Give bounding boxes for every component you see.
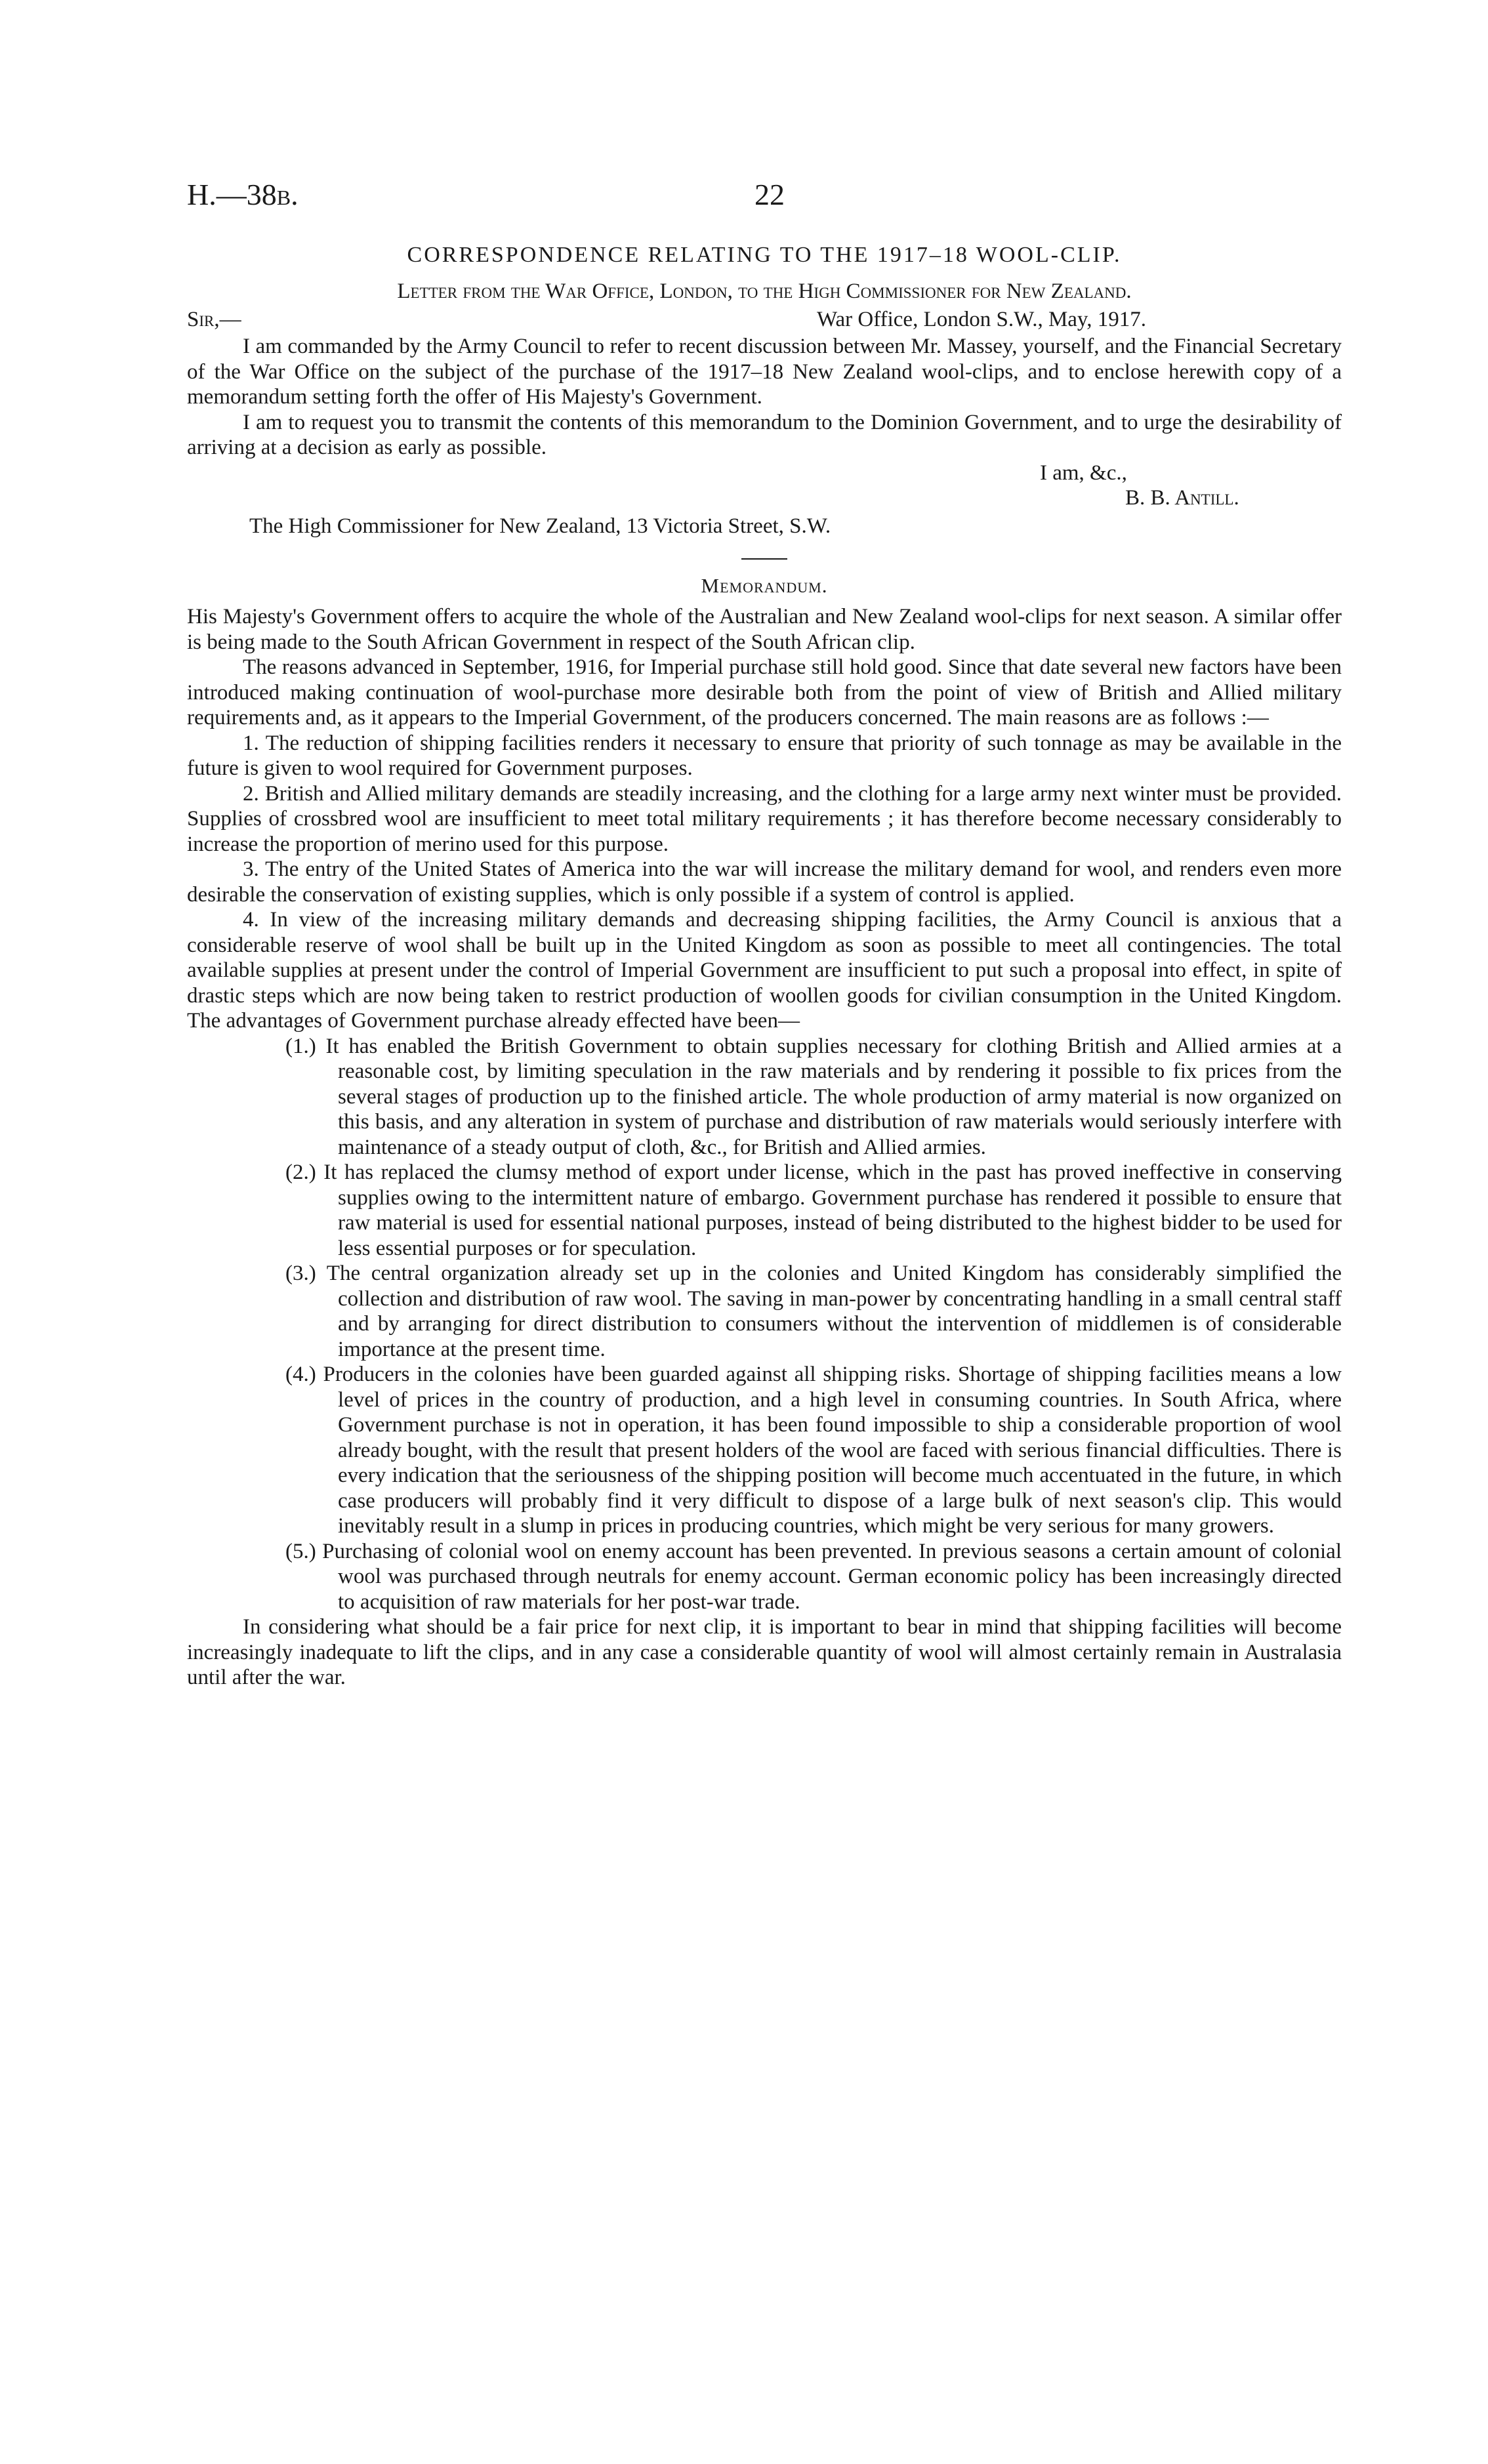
page-title: CORRESPONDENCE RELATING TO THE 1917–18 WOOL-CLIP.: [407, 243, 1122, 267]
advantage-item: (3.) The central organization already set up in the colonies and United Kingdom has considerably simplified the collection and distribution of raw wool. The saving in man-power by concentrating handling in a small central staff and by arranging for direct distribution to consumers without the intervention of middlemen is of considerable importance at the present time.: [285, 1262, 1342, 1361]
reason-item: 1. The reduction of shipping facilities renders it necessary to ensure that priority of such tonnage as may be available in the future is given to wool required for Government purposes.: [187, 731, 1342, 780]
letter-closing: I am, &c.,: [1040, 461, 1127, 485]
reason-item: 4. In view of the increasing military demands and decreasing shipping facilities, the Army Council is anxious that a considerable reserve of wool shall be built up in the United Kingdom as soon as possible to meet all contingencies. The total available supplies at present under the control of Imperial Government are insufficient to put such a proposal into effect, in spite of drastic steps which are now being taken to restrict production of woollen goods for civilian consumption in the United Kingdom. The advantages of Government purchase already effected have been—: [187, 908, 1342, 1033]
letter-paragraph: I am to request you to transmit the contents of this memorandum to the Dominion Government, and to urge the desirability of arriving at a decision as early as possible.: [187, 410, 1342, 459]
document-page: [187, 177, 1342, 1691]
advantage-item: (5.) Purchasing of colonial wool on enemy account has been prevented. In previous seasons a certain amount of colonial wool was purchased through neutrals for enemy account. German economic policy has been increasingly directed to acquisition of raw materials for her post-war trade.: [285, 1539, 1342, 1614]
salutation: Sir,—: [187, 308, 241, 331]
letter-paragraph: I am commanded by the Army Council to refer to recent discussion between Mr. Massey, yourself, and the Financial Secretary of the War Office on the subject of the purchase of the 1917–18 New Zealand wool-clips, and to enclose herewith copy of a memorandum setting forth the offer of His Majesty's Government.: [187, 335, 1342, 409]
advantage-item: (4.) Producers in the colonies have been guarded against all shipping risks. Shortage of shipping facilities means a low level of prices in the country of production, and a high level in consuming countries. In South Africa, where Government purchase is not in operation, it has been found impossible to ship a considerable proportion of wool already bought, with the result that present holders of the wool are faced with serious financial difficulties. There is every indication that the seriousness of the shipping position will become much accentuated in the future, in which case producers will probably find it very difficult to dispose of a large bulk of next season's clip. This would inevitably result in a slump in prices in producing countries, which might be very serious for many growers.: [285, 1363, 1342, 1538]
document-reference: H.—38b.: [187, 178, 299, 211]
reason-item: 2. British and Allied military demands are steadily increasing, and the clothing for a large army next winter must be provided. Supplies of crossbred wool are insufficient to meet total military requirements ; it has therefore become necessary considerably to increase the proportion of merino used for this purpose.: [187, 781, 1342, 856]
address-date: War Office, London S.W., May, 1917.: [817, 308, 1147, 331]
memorandum-heading: Memorandum.: [701, 574, 828, 597]
memorandum-paragraph: His Majesty's Government offers to acquire the whole of the Australian and New Zealand wool-clips for next season. A similar offer is being made to the South African Government in respect of the South African clip.: [187, 605, 1342, 654]
memorandum-closing-paragraph: In considering what should be a fair price for next clip, it is important to bear in mind that shipping facilities will become increasingly inadequate to lift the clips, and in any case a considerable quantity of wool will almost certainly remain in Australasia until after the war.: [187, 1615, 1342, 1689]
signature: B. B. Antill.: [1125, 486, 1239, 510]
reason-item: 3. The entry of the United States of America into the war will increase the military demand for wool, and renders even more desirable the conservation of existing supplies, which is only possible if a system of control is applied.: [187, 857, 1342, 907]
salutation-row: [187, 308, 1342, 334]
page-header: [187, 177, 1342, 236]
memorandum-paragraph: The reasons advanced in September, 1916, for Imperial purchase still hold good. Since that date several new factors have been introduced making continuation of wool-purchase more desirable both from the point of view of British and Allied military requirements and, as it appears to the Imperial Government, of the producers concerned. The main reasons are as follows :—: [187, 655, 1342, 729]
addressee: The High Commissioner for New Zealand, 13 Victoria Street, S.W.: [249, 514, 831, 538]
advantage-item: (1.) It has enabled the British Government to obtain supplies necessary for clothing British and Allied armies at a reasonable cost, by limiting speculation in the raw materials and by rendering it possible to fix prices from the several stages of production up to the finished article. The whole production of army material is now organized on this basis, and any alteration in system of purchase and distribution of raw materials would seriously interfere with maintenance of a steady output of cloth, &c., for British and Allied armies.: [285, 1034, 1342, 1159]
page-number: 22: [754, 178, 785, 211]
advantage-item: (2.) It has replaced the clumsy method of export under license, which in the past has proved ineffective in conserving supplies owing to the intermittent nature of embargo. Government purchase has rendered it possible to ensure that raw material is used for essential national purposes, instead of being distributed to the highest bidder to be used for less essential purposes or for speculation.: [285, 1160, 1342, 1260]
section-divider: [741, 558, 787, 560]
letter-subtitle: Letter from the War Office, London, to the High Commissioner for New Zealand.: [397, 279, 1132, 303]
